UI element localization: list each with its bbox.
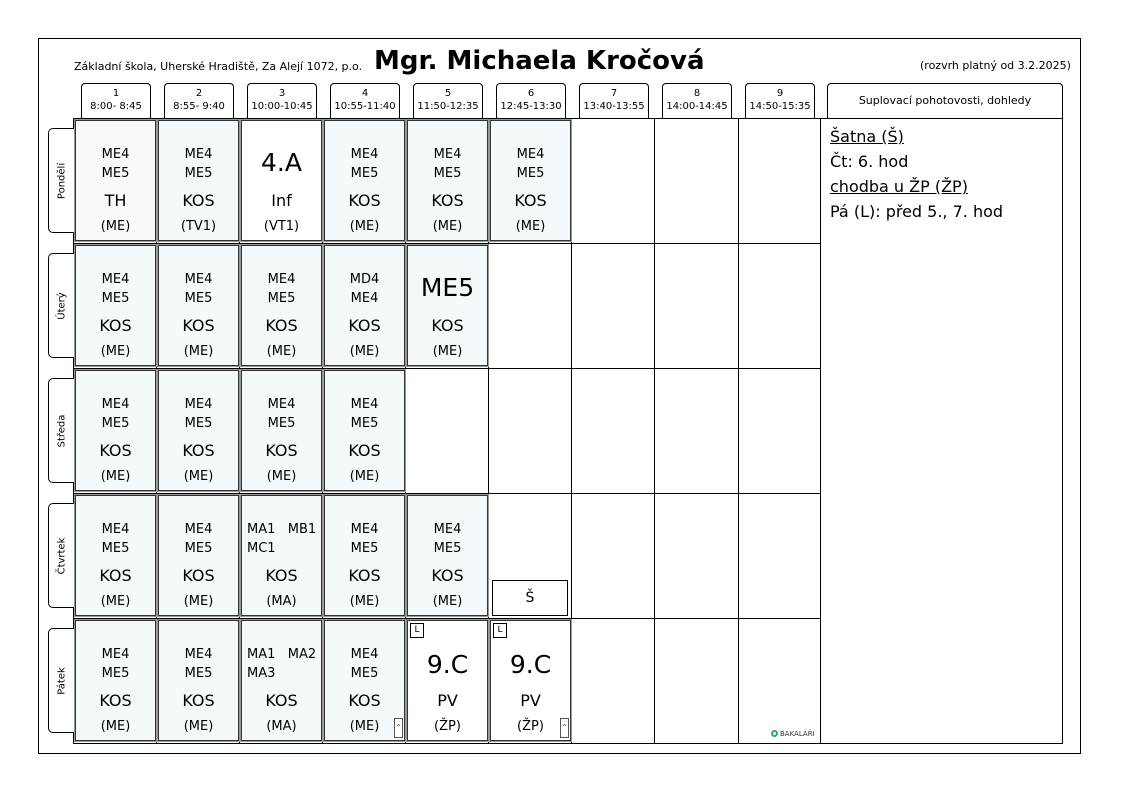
lesson-cell[interactable] — [324, 245, 405, 366]
lesson-group: ME4 — [184, 522, 213, 537]
lesson-group: ME5 — [267, 291, 296, 306]
lesson-cell[interactable] — [241, 245, 322, 366]
lesson-room: (ME) — [349, 469, 380, 484]
lesson-cell[interactable] — [407, 620, 488, 741]
lesson-cell[interactable] — [75, 370, 156, 491]
lesson-group: ME4 — [350, 522, 379, 537]
lesson-cell[interactable] — [75, 620, 156, 741]
grid-line — [73, 368, 821, 369]
lesson-group: ME4 — [267, 272, 296, 287]
lesson-room: (ME) — [183, 719, 214, 734]
lesson-class: 4.A — [261, 148, 302, 177]
lesson-cell[interactable] — [324, 495, 405, 616]
lesson-subject: Inf — [271, 191, 292, 210]
lesson-subject: KOS — [182, 566, 215, 585]
lesson-subject: KOS — [265, 691, 298, 710]
lesson-group: ME4 — [350, 647, 379, 662]
lesson-subject: KOS — [182, 441, 215, 460]
lesson-room: (ŽP) — [517, 719, 544, 734]
grid-line — [571, 118, 572, 744]
lesson-group: ME5 — [184, 666, 213, 681]
teacher-name: Mgr. Michaela Kročová — [374, 46, 705, 76]
lesson-cell[interactable] — [241, 370, 322, 491]
lesson-group: ME4 — [516, 147, 545, 162]
lesson-subject: KOS — [99, 691, 132, 710]
lesson-room: (ME) — [266, 469, 297, 484]
grid-line — [405, 118, 406, 744]
lesson-group: ME4 — [267, 397, 296, 412]
lesson-group: ME4 — [433, 522, 462, 537]
lesson-group: MC1 — [247, 541, 276, 556]
lesson-cell[interactable] — [407, 120, 488, 241]
lesson-subject: KOS — [99, 566, 132, 585]
lesson-cell[interactable] — [407, 245, 488, 366]
lesson-group: ME5 — [350, 416, 379, 431]
grid-line — [73, 618, 821, 619]
lesson-subject: KOS — [99, 441, 132, 460]
lesson-group: MA3 — [247, 666, 276, 681]
lesson-group: ME5 — [350, 166, 379, 181]
lesson-room: (ME) — [183, 344, 214, 359]
lesson-group: ME4 — [101, 272, 130, 287]
lesson-subject: KOS — [265, 316, 298, 335]
lesson-room: (ME) — [432, 344, 463, 359]
lesson-class: 9.C — [426, 650, 469, 679]
lesson-cell[interactable] — [241, 120, 322, 241]
supervision-place-1: Šatna (Š) — [830, 127, 904, 146]
supervision-duty-badge[interactable]: Š — [492, 580, 568, 616]
lesson-group: ME5 — [101, 666, 130, 681]
lesson-group: ME4 — [184, 272, 213, 287]
bakalari-logo-icon — [771, 730, 778, 737]
lesson-room: (ME) — [432, 594, 463, 609]
lesson-subject: KOS — [431, 316, 464, 335]
period-header-8: 8 14:00-14:45 — [662, 83, 732, 118]
day-label-thursday: Čtvrtek — [48, 503, 74, 608]
lesson-group: ME4 — [101, 647, 130, 662]
supervision-detail-1: Čt: 6. hod — [830, 152, 909, 171]
scroll-handle-icon[interactable]: ^ — [560, 718, 569, 738]
lesson-subject: KOS — [348, 191, 381, 210]
period-header-1: 1 8:00- 8:45 — [81, 83, 151, 118]
lesson-group: ME5 — [184, 291, 213, 306]
lesson-group: ME4 — [350, 397, 379, 412]
lesson-group: ME4 — [184, 647, 213, 662]
lesson-group: ME5 — [267, 416, 296, 431]
lesson-cell[interactable] — [158, 245, 239, 366]
lesson-group: ME5 — [433, 166, 462, 181]
lesson-group: ME4 — [101, 147, 130, 162]
lesson-room: (ME) — [183, 469, 214, 484]
lesson-cell[interactable] — [75, 120, 156, 241]
lesson-group: ME4 — [184, 397, 213, 412]
lesson-group: ME4 — [433, 147, 462, 162]
lesson-cell[interactable] — [75, 495, 156, 616]
lesson-subject: KOS — [348, 566, 381, 585]
lesson-cell[interactable] — [158, 120, 239, 241]
lesson-tag: L — [410, 623, 424, 638]
grid-line — [322, 118, 323, 744]
lesson-cell[interactable] — [241, 495, 322, 616]
lesson-room: (ME) — [100, 469, 131, 484]
lesson-cell[interactable] — [158, 495, 239, 616]
lesson-cell[interactable] — [324, 120, 405, 241]
period-header-9: 9 14:50-15:35 — [745, 83, 815, 118]
lesson-room: (ME) — [100, 594, 131, 609]
lesson-group: ME4 — [101, 397, 130, 412]
lesson-room: (ME) — [100, 219, 131, 234]
supervision-place-2: chodba u ŽP (ŽP) — [830, 177, 968, 196]
lesson-cell[interactable] — [158, 620, 239, 741]
lesson-subject: KOS — [182, 316, 215, 335]
supervision-detail-2: Pá (L): před 5., 7. hod — [830, 202, 1004, 221]
day-label-monday: Pondělí — [48, 128, 74, 233]
lesson-room: (ME) — [266, 344, 297, 359]
lesson-room: (ME) — [349, 594, 380, 609]
day-label-friday: Pátek — [48, 628, 74, 733]
lesson-group: ME5 — [101, 416, 130, 431]
lesson-group: ME4 — [101, 522, 130, 537]
lesson-room: (ŽP) — [434, 719, 461, 734]
lesson-class: ME5 — [420, 273, 475, 302]
lesson-cell[interactable] — [158, 370, 239, 491]
bakalari-logo: BAKALÁŘI — [771, 730, 815, 738]
lesson-subject: PV — [437, 691, 458, 710]
lesson-room: (MA) — [266, 594, 297, 609]
period-header-5: 5 11:50-12:35 — [413, 83, 483, 118]
lesson-room: (VT1) — [263, 219, 300, 234]
grid-line — [73, 243, 821, 244]
lesson-tag: L — [493, 623, 507, 638]
lesson-group: ME5 — [433, 541, 462, 556]
lesson-cell[interactable] — [241, 620, 322, 741]
lesson-group: ME4 — [350, 147, 379, 162]
lesson-cell[interactable] — [490, 120, 571, 241]
lesson-cell[interactable] — [324, 620, 405, 741]
lesson-subject: KOS — [431, 566, 464, 585]
lesson-subject: PV — [520, 691, 541, 710]
lesson-subject: KOS — [514, 191, 547, 210]
lesson-subject: KOS — [182, 691, 215, 710]
lesson-subject: KOS — [348, 691, 381, 710]
lesson-room: (ME) — [100, 344, 131, 359]
lesson-group: ME5 — [350, 541, 379, 556]
lesson-cell[interactable] — [490, 620, 571, 741]
lesson-group: ME5 — [184, 416, 213, 431]
lesson-cell[interactable] — [75, 245, 156, 366]
lesson-group: ME5 — [101, 166, 130, 181]
supervision-content — [830, 124, 1003, 224]
grid-line — [488, 118, 489, 744]
supervision-header: Suplovací pohotovosti, dohledy — [827, 83, 1063, 118]
day-label-wednesday: Středa — [48, 378, 74, 483]
validity-note: (rozvrh platný od 3.2.2025) — [920, 59, 1071, 72]
lesson-cell[interactable] — [407, 495, 488, 616]
lesson-room: (TV1) — [180, 219, 217, 234]
lesson-group: ME5 — [516, 166, 545, 181]
lesson-room: (ME) — [183, 594, 214, 609]
lesson-room: (ME) — [432, 219, 463, 234]
grid-line — [239, 118, 240, 744]
lesson-group: MA1 MB1 — [247, 522, 317, 537]
lesson-group: ME5 — [184, 166, 213, 181]
lesson-room: (ME) — [515, 219, 546, 234]
lesson-group: ME5 — [101, 291, 130, 306]
lesson-subject: KOS — [348, 316, 381, 335]
grid-line — [73, 493, 821, 494]
lesson-group: ME5 — [101, 541, 130, 556]
lesson-cell[interactable] — [324, 370, 405, 491]
school-name: Základní škola, Uherské Hradiště, Za Alejí 1072, p.o. — [74, 60, 363, 73]
lesson-group: MD4 — [349, 272, 380, 287]
lesson-group: MA1 MA2 — [247, 647, 317, 662]
lesson-subject: KOS — [99, 316, 132, 335]
period-header-3: 3 10:00-10:45 — [247, 83, 317, 118]
lesson-room: (ME) — [100, 719, 131, 734]
lesson-room: (MA) — [266, 719, 297, 734]
day-label-tuesday: Úterý — [48, 253, 74, 358]
period-header-2: 2 8:55- 9:40 — [164, 83, 234, 118]
period-header-4: 4 10:55-11:40 — [330, 83, 400, 118]
lesson-room: (ME) — [349, 219, 380, 234]
lesson-subject: TH — [104, 191, 127, 210]
period-header-6: 6 12:45-13:30 — [496, 83, 566, 118]
lesson-room: (ME) — [349, 344, 380, 359]
lesson-subject: KOS — [348, 441, 381, 460]
lesson-subject: KOS — [265, 566, 298, 585]
lesson-group: ME4 — [350, 291, 379, 306]
period-header-7: 7 13:40-13:55 — [579, 83, 649, 118]
grid-line — [156, 118, 157, 744]
lesson-subject: KOS — [182, 191, 215, 210]
lesson-group: ME5 — [350, 666, 379, 681]
scroll-handle-icon[interactable]: ^ — [394, 718, 403, 738]
lesson-room: (ME) — [349, 719, 380, 734]
lesson-group: ME4 — [184, 147, 213, 162]
lesson-class: 9.C — [509, 650, 552, 679]
grid-line — [654, 118, 655, 744]
grid-line — [738, 118, 739, 744]
lesson-subject: KOS — [431, 191, 464, 210]
lesson-group: ME5 — [184, 541, 213, 556]
lesson-subject: KOS — [265, 441, 298, 460]
